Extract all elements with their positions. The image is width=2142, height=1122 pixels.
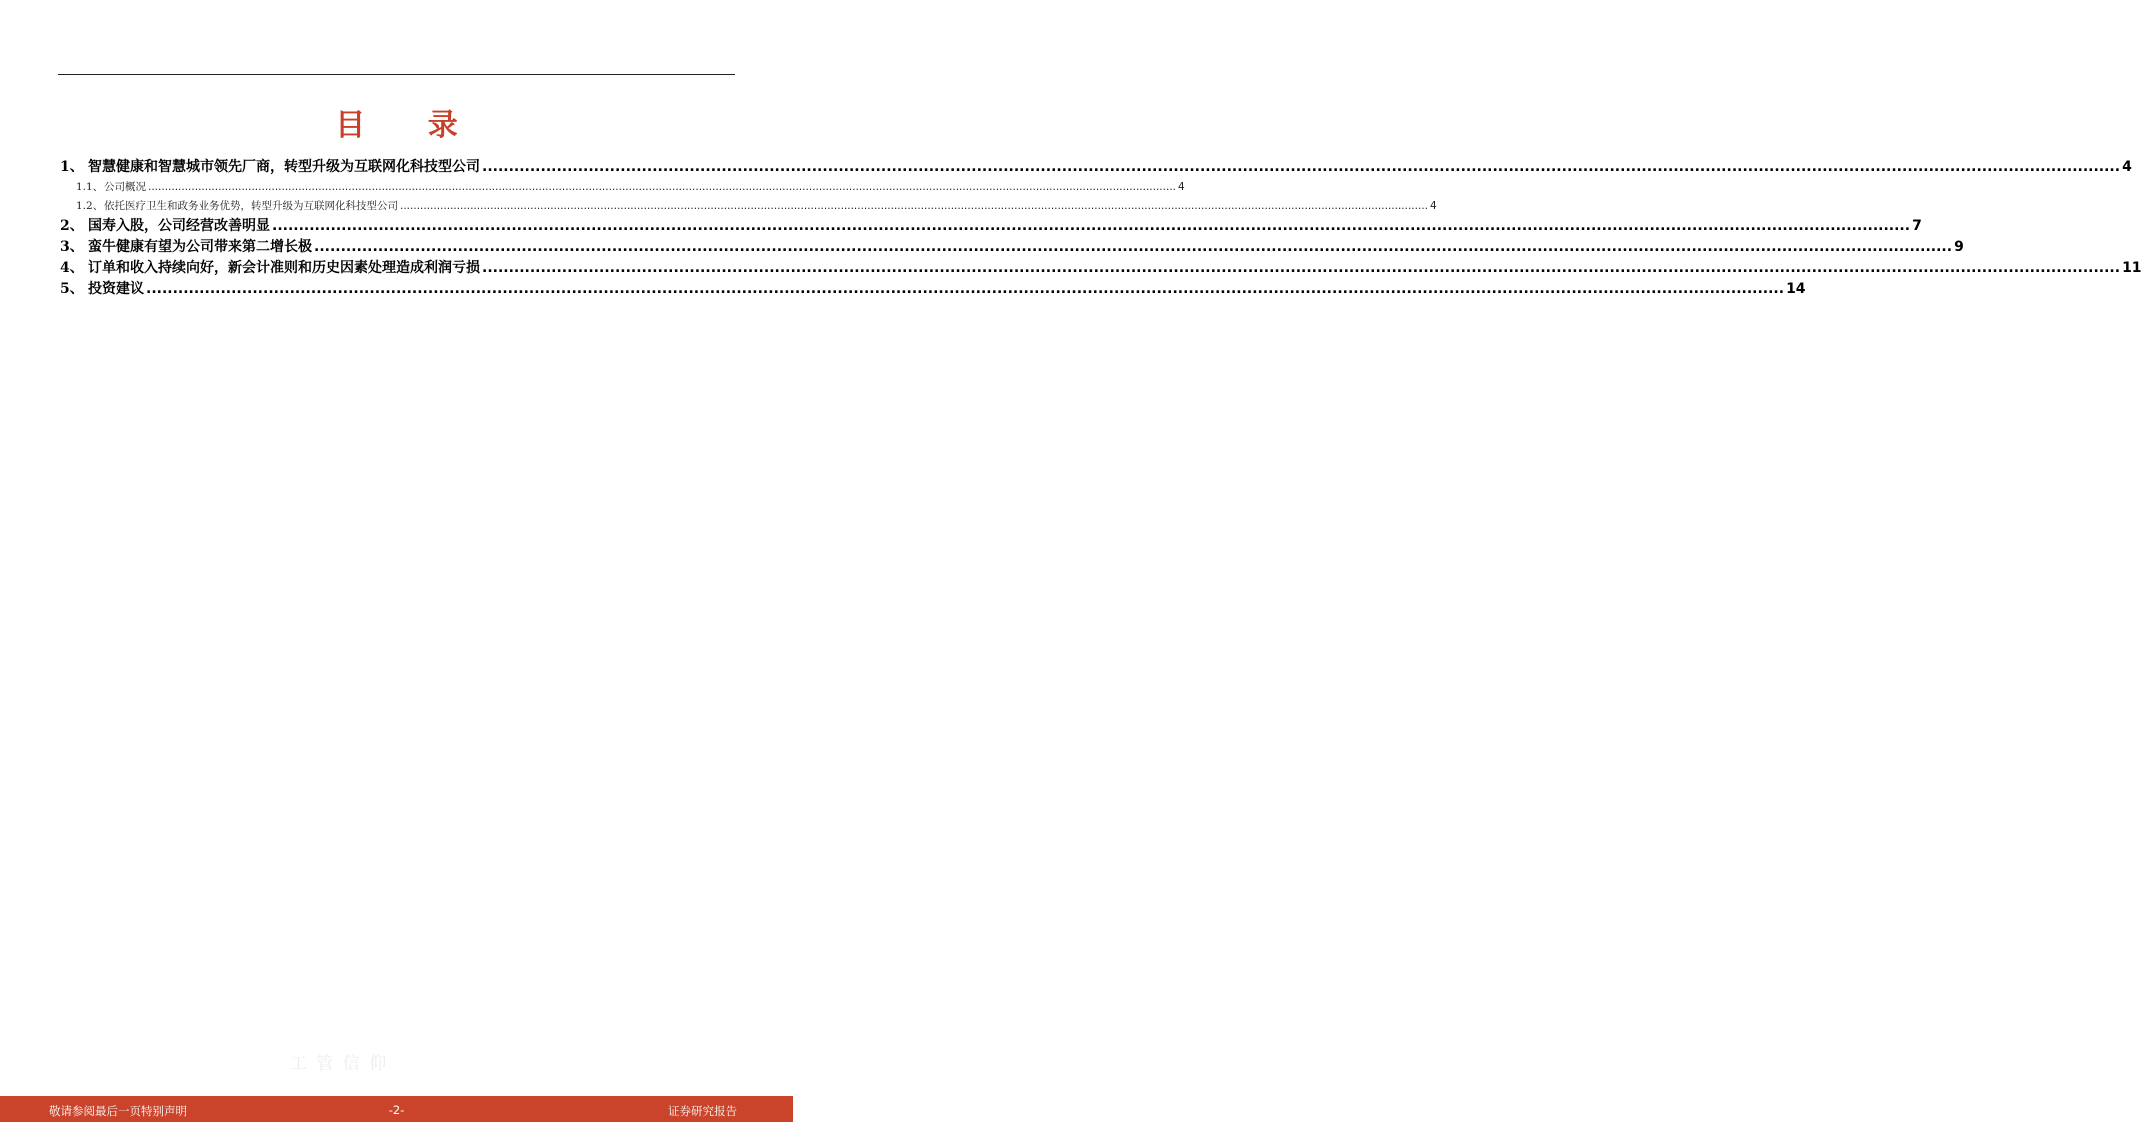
toc-dot-leader [314,237,1952,258]
toc-entry-number: 4、 [60,260,84,276]
footer-disclaimer: 敬请参阅最后一页特别声明 [49,1104,187,1118]
toc-entry-3[interactable] [60,237,1964,258]
toc-entry-1[interactable] [60,157,2132,178]
footer-report-type: 证券研究报告 [668,1104,737,1118]
toc-dot-leader [482,258,2120,279]
toc-entry-page: 9 [1954,239,1964,255]
toc-entry-number: 1.2、 [76,200,104,212]
toc-dot-leader [148,178,1176,197]
header-rule [58,74,735,75]
toc-entry-number: 1.1、 [76,181,104,193]
toc-entry-number: 3、 [60,239,84,255]
toc-entry-number: 5、 [60,281,84,297]
toc-dot-leader [272,216,1910,237]
page-footer [0,1096,793,1122]
toc-dot-leader [400,197,1428,216]
toc-entry-title: 订单和收入持续向好，新会计准则和历史因素处理造成利润亏损 [88,260,480,276]
toc-entry-title: 公司概况 [104,181,146,193]
toc-entry-title: 国寿入股，公司经营改善明显 [88,218,270,234]
toc-entry-page: 4 [2122,159,2132,175]
toc-entry-title: 智慧健康和智慧城市领先厂商，转型升级为互联网化科技型公司 [88,159,480,175]
toc-entry-title: 依托医疗卫生和政务业务优势，转型升级为互联网化科技型公司 [104,200,398,212]
toc-entry-1-1[interactable] [60,178,1185,197]
toc-entry-title: 投资建议 [88,281,144,297]
toc-entry-number: 1、 [60,159,84,175]
toc-entry-1-2[interactable] [60,197,1437,216]
toc-entry-title: 蛮牛健康有望为公司带来第二增长极 [88,239,312,255]
toc-entry-page: 7 [1912,218,1922,234]
toc-dot-leader [482,157,2120,178]
toc-dot-leader [146,279,1784,300]
watermark: 工 管 信 仰 [290,1054,389,1074]
table-of-contents [60,157,2142,300]
footer-page-number: -2- [388,1103,405,1117]
toc-entry-5[interactable] [60,279,1806,300]
toc-entry-page: 11 [2122,260,2142,276]
toc-entry-page: 14 [1786,281,1806,297]
toc-entry-number: 2、 [60,218,84,234]
toc-entry-4[interactable] [60,258,2142,279]
toc-entry-page: 4 [1430,200,1437,212]
page-title: 目 录 [335,108,484,143]
toc-entry-2[interactable] [60,216,1922,237]
toc-entry-page: 4 [1178,181,1185,193]
